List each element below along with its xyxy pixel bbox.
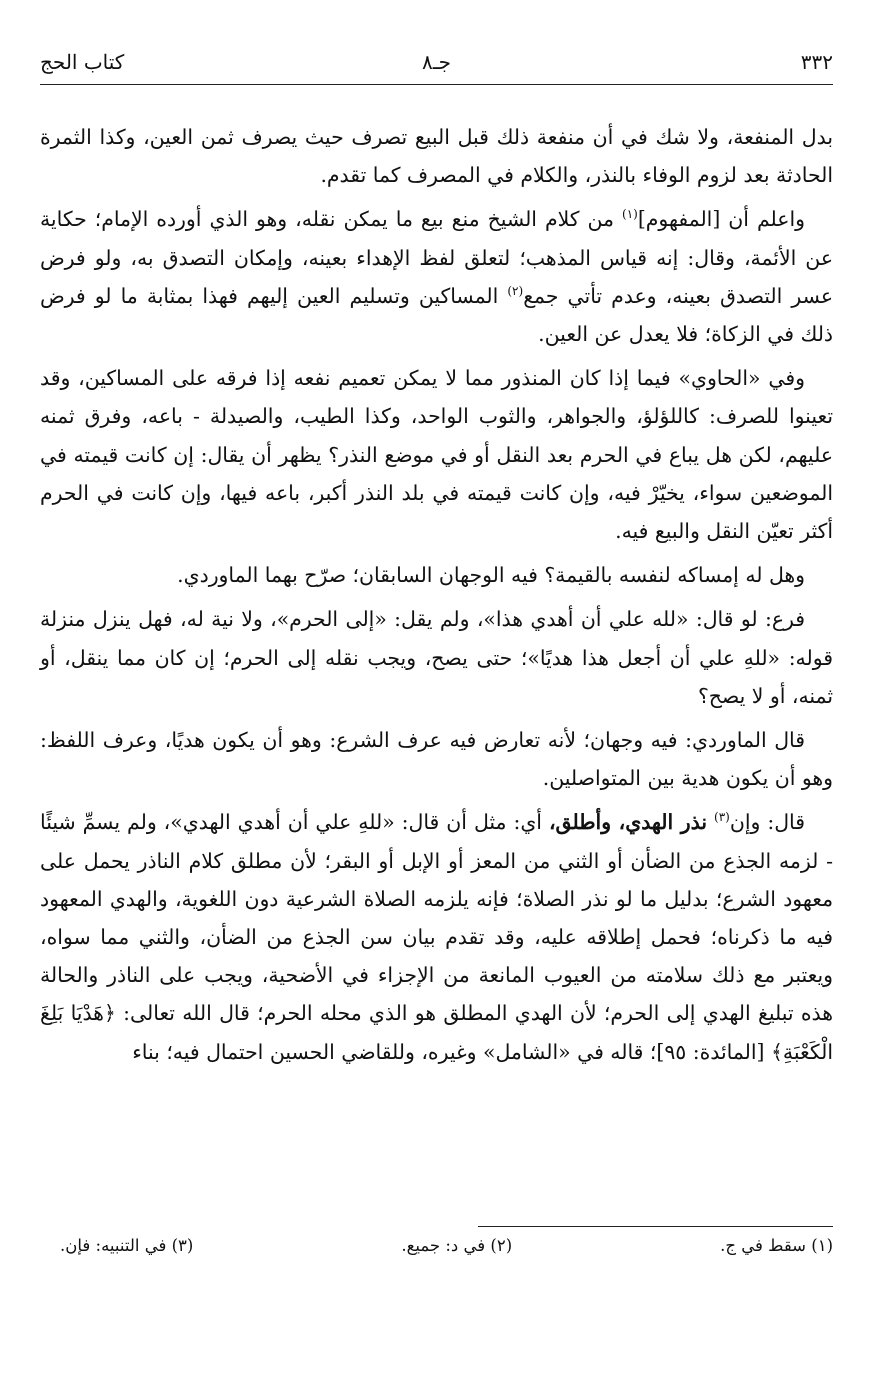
footnote-item — [720, 1236, 833, 1255]
footnote-number: (٣) — [171, 1236, 194, 1255]
paragraph-text — [707, 810, 714, 834]
paragraph-text: فرع: لو قال: «لله علي أن أهدي هذا»، ولم يقل: «إلى الحرم»، ولا نية له، فهل ينزل منزلة قوله: «للهِ علي أن أجعل هذا هديًا»؛ حتى يصح، ويجب نقله إلى الحرم؛ إن كان مما ينقل، أو ثمنه، أو لا يصح؟ — [40, 607, 833, 708]
paragraph — [40, 803, 833, 1070]
paragraph — [40, 200, 833, 353]
paragraph-text: أي: مثل أن قال: «للهِ علي أن أهدي الهدي»، ولم يسمِّ شيئًا - لزمه الجذع من الضأن أو الثني من المعز أو الإبل أو البقر؛ لأن مطلق كلام الناذر يحمل على معهود الشرع؛ بدليل ما لو نذر الصلاة؛ فإنه يلزمه الصلاة الشرعية دون اللغوية، والهدي المعهود فيه ما ذكرناه؛ فحمل إطلاقه عليه، وقد تقدم بيان سن الجذع من الضأن، والثني مما سواه، ويعتبر مع ذلك سلامته من العيوب المانعة من الإجزاء في الأضحية، ويجب على الناذر والحالة هذه تبليغ الهدي إلى الحرم؛ لأن الهدي المطلق هو الذي محله الحرم؛ قال الله تعالى: ﴿هَدْيَا بَلِغَ الْكَعْبَةِ﴾ [المائدة: ٩٥]؛ قاله في «الشامل» وغيره، وللقاضي الحسين احتمال فيه؛ بناء — [40, 810, 833, 1064]
paragraph-text: بدل المنفعة، ولا شك في أن منفعة ذلك قبل البيع تصرف حيث يصرف ثمن العين، وكذا الثمرة الحادثة بعد لزوم الوفاء بالنذر، والكلام في المصرف كما تقدم. — [40, 125, 833, 188]
paragraph-text: قال: وإن — [729, 810, 805, 835]
footnote-text: سقط في ج. — [720, 1236, 806, 1255]
footnote-item — [401, 1236, 512, 1255]
footnote-text: في التنبيه: فإن. — [60, 1236, 167, 1255]
paragraph — [40, 600, 833, 715]
footnote-marker: (١) — [622, 207, 638, 222]
page-number: ٣٣٢ — [800, 50, 833, 74]
footnote-item — [60, 1236, 193, 1255]
paragraph-text: قال الماوردي: فيه وجهان؛ لأنه تعارض فيه عرف الشرع: وهو أن يكون هديًا، وعرف اللفظ: وهو أن يكون هدية بين المتواصلين. — [40, 728, 833, 791]
paragraph — [40, 556, 833, 594]
footnote-text: في د: جميع. — [401, 1236, 486, 1255]
paragraph — [40, 721, 833, 797]
book-title: كتاب الحج — [40, 50, 125, 74]
paragraph-text: من كلام الشيخ منع بيع ما يمكن نقله، وهو الذي أورده الإمام؛ حكاية عن الأئمة، وقال: إنه قياس المذهب؛ لتعلق لفظ الإهداء بعينه، وإمكان التصدق به، ولو فرض عسر التصدق بعينه، وعدم تأتي جمع — [40, 207, 833, 308]
footnote-rule — [478, 1226, 833, 1227]
bold-text: نذر الهدي، وأطلق، — [548, 810, 708, 835]
volume-label: جـ٨ — [422, 50, 451, 74]
paragraph-text: وهل له إمساكه لنفسه بالقيمة؟ فيه الوجهان السابقان؛ صرّح بهما الماوردي. — [177, 563, 805, 588]
paragraph-text: واعلم أن [المفهوم] — [637, 207, 805, 232]
footnote-number: (٢) — [490, 1236, 513, 1255]
paragraph — [40, 118, 833, 194]
paragraph — [40, 359, 833, 550]
footnotes — [60, 1236, 833, 1255]
footnote-number: (١) — [811, 1236, 833, 1255]
footnote-marker: (٣) — [714, 810, 730, 825]
header-rule — [40, 84, 833, 85]
footnote-marker: (٢) — [507, 284, 524, 299]
page-body — [40, 118, 833, 1077]
paragraph-text: المساكين وتسليم العين إليهم فهذا بمثابة ما لو فرض ذلك في الزكاة؛ فلا يعدل عن العين. — [40, 283, 833, 347]
paragraph-text: وفي «الحاوي» فيما إذا كان المنذور مما لا يمكن تعميم نفعه إذا فرقه على المساكين، وقد تعينوا للصرف: كاللؤلؤ، والجواهر، والثوب الواحد، وكذا الطيب، والصيدلة - باعه، وفرق ثمنه عليهم، لكن هل يباع في الحرم بعد النقل أو في موضع النذر؟ يظهر أن يقال: إن كانت قيمته في الموضعين سواء، يخيّرْ فيه، وإن كانت قيمته في بلد النذر أكبر، باعه فيها، وإن كانت في الحرم أكثر تعيّن النقل والبيع فيه. — [40, 366, 833, 544]
page-header — [40, 50, 833, 74]
